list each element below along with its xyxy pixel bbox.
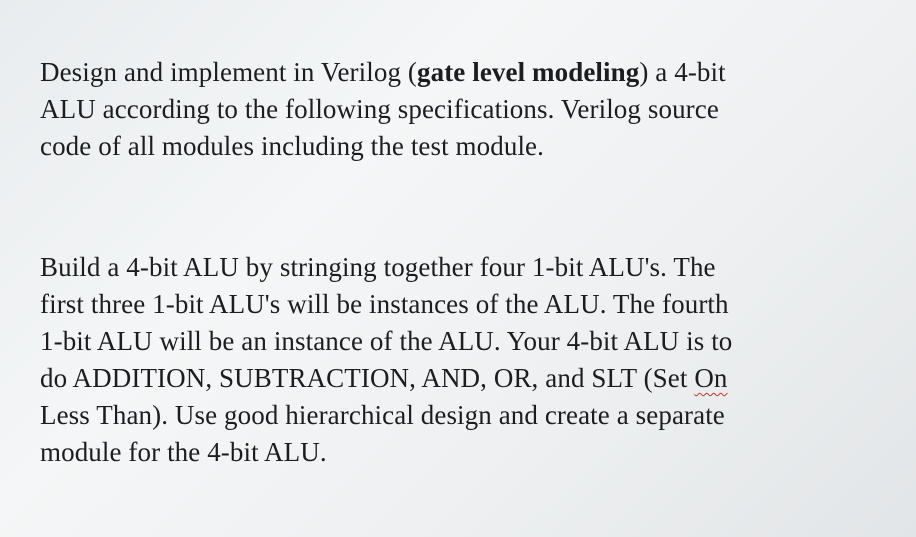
text-line — [40, 360, 890, 397]
bold-phrase: gate level modeling — [417, 57, 640, 87]
spec-paragraph — [40, 249, 890, 471]
text-line: first three 1-bit ALU's will be instances of the ALU. The fourth — [40, 289, 729, 319]
text-line: 1-bit ALU will be an instance of the ALU. Your 4-bit ALU is to — [40, 326, 733, 356]
text-segment: ) a 4-bit — [639, 57, 726, 87]
text-segment: do ADDITION, SUBTRACTION, AND, OR, and SLT (Set — [40, 363, 695, 393]
text-line — [40, 54, 890, 91]
text-segment: Design and implement in Verilog ( — [40, 57, 417, 87]
text-line: code of all modules including the test module. — [40, 131, 544, 161]
text-line: module for the 4-bit ALU. — [40, 437, 327, 467]
text-line: ALU according to the following specifications. Verilog source — [40, 94, 719, 124]
text-line: Less Than). Use good hierarchical design and create a separate — [40, 400, 725, 430]
task-paragraph — [40, 54, 890, 165]
text-line: Build a 4-bit ALU by stringing together four 1-bit ALU's. The — [40, 252, 716, 282]
spellcheck-flagged-word[interactable]: On — [694, 363, 728, 393]
